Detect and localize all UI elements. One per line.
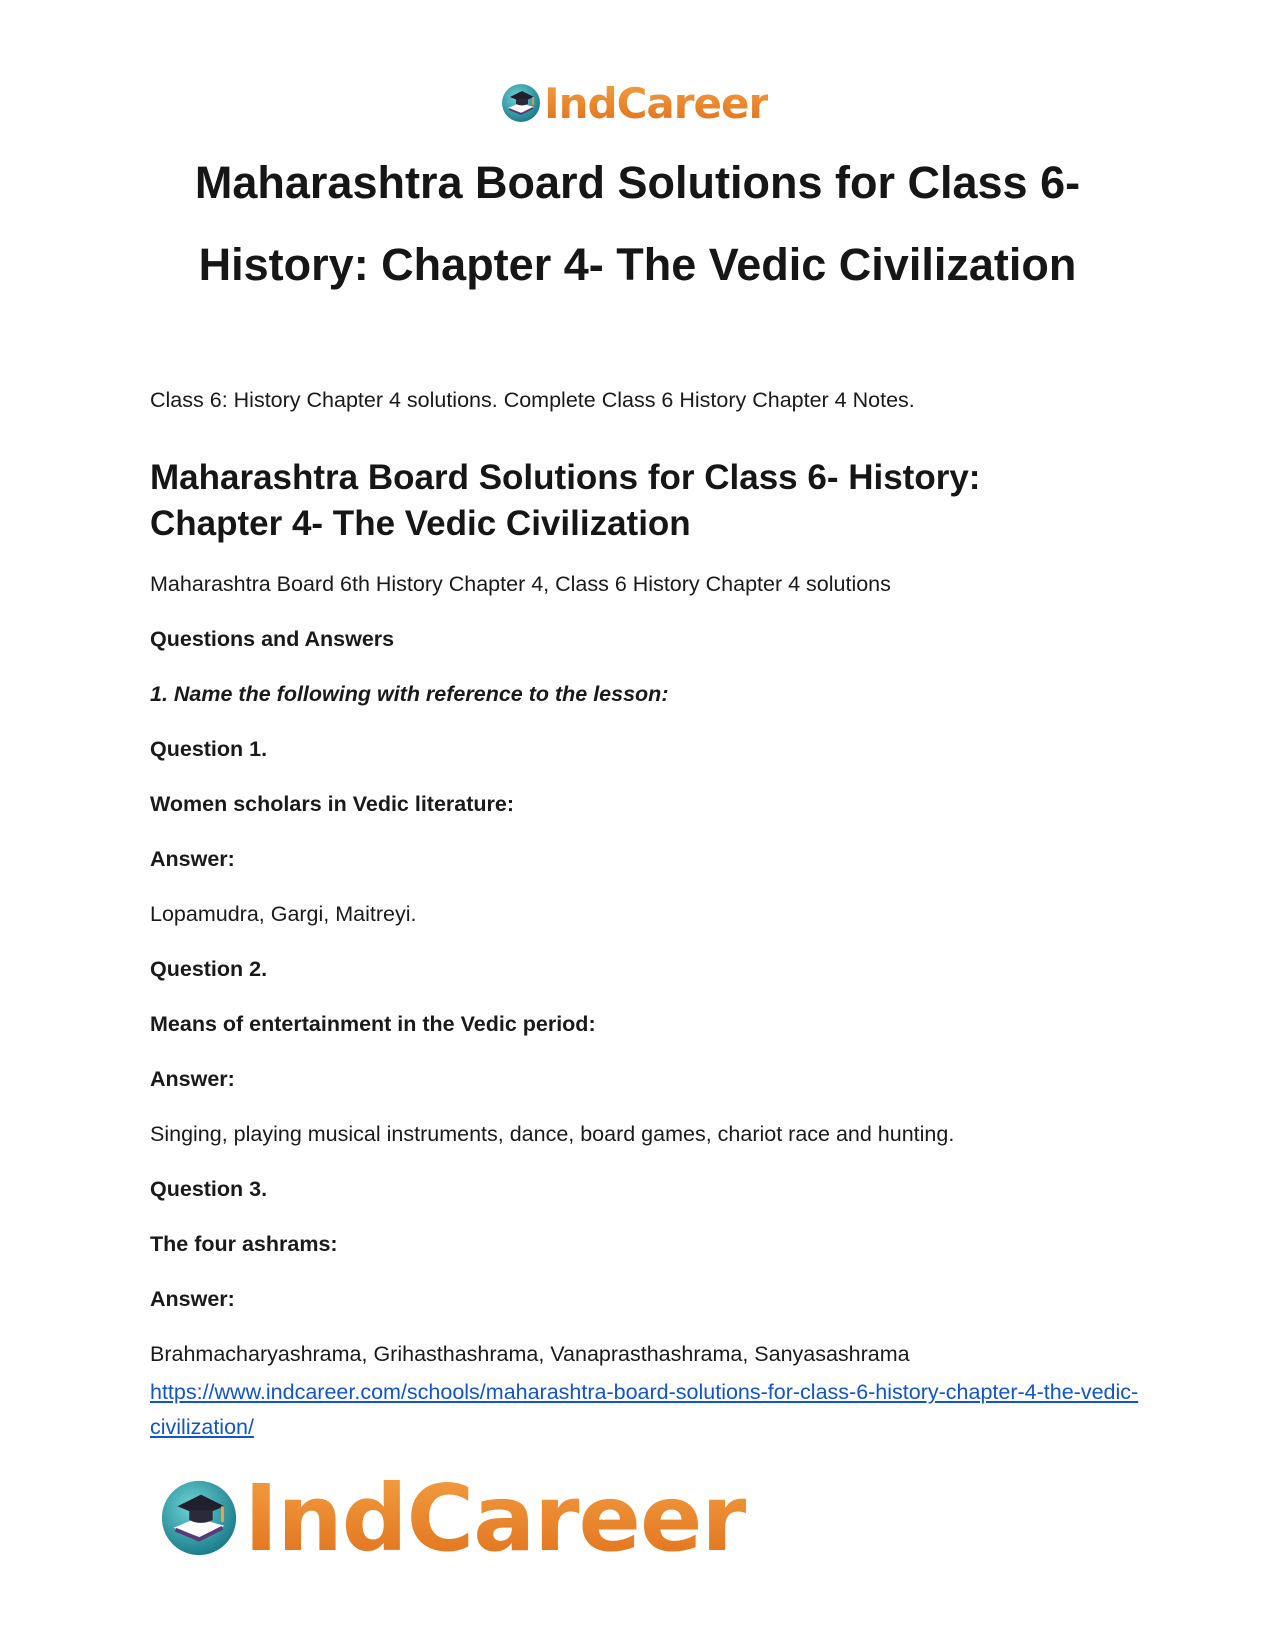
- logo-wordmark: IndCareer: [244, 1464, 746, 1572]
- question-text: The four ashrams:: [150, 1232, 338, 1256]
- title-line-2: History: Chapter 4- The Vedic Civilization: [198, 239, 1077, 290]
- qa-heading: Questions and Answers: [150, 627, 395, 651]
- question-number: Question 1.: [150, 737, 268, 761]
- question-text: Women scholars in Vedic literature:: [150, 792, 515, 816]
- graduation-cap-icon: [158, 1477, 240, 1559]
- intro-text: Class 6: History Chapter 4 solutions. Complete Class 6 History Chapter 4 Notes.: [150, 388, 915, 412]
- header-logo: [500, 78, 768, 128]
- graduation-cap-icon: [500, 82, 542, 124]
- section-heading: [150, 455, 1140, 547]
- subtitle: Maharashtra Board 6th History Chapter 4, Class 6 History Chapter 4 solutions: [150, 572, 891, 596]
- question-number: Question 3.: [150, 1177, 268, 1201]
- title-line-1: Maharashtra Board Solutions for Class 6-: [194, 157, 1081, 208]
- document-body: [150, 385, 1140, 1445]
- answer-text: Lopamudra, Gargi, Maitreyi.: [150, 902, 417, 926]
- section-heading-line-1: Maharashtra Board Solutions for Class 6- History:: [150, 458, 981, 497]
- answer-text: Singing, playing musical instruments, dance, board games, chariot race and hunting.: [150, 1122, 955, 1146]
- answer-text: Brahmacharyashrama, Grihasthashrama, Vanaprasthashrama, Sanyasashrama: [150, 1342, 910, 1366]
- logo-wordmark: IndCareer: [544, 78, 769, 128]
- footer-logo: [158, 1464, 746, 1572]
- source-url-link[interactable]: https://www.indcareer.com/schools/maharashtra-board-solutions-for-class-6-history-chapter-4-the-vedic-civilization/: [150, 1380, 1139, 1439]
- section-heading-line-2: Chapter 4- The Vedic Civilization: [150, 504, 691, 543]
- answer-label: Answer:: [150, 1067, 235, 1091]
- question-text: Means of entertainment in the Vedic period:: [150, 1012, 596, 1036]
- answer-label: Answer:: [150, 847, 235, 871]
- question-number: Question 2.: [150, 957, 268, 981]
- answer-label: Answer:: [150, 1287, 235, 1311]
- page-title: [150, 142, 1125, 306]
- exercise-heading: 1. Name the following with reference to the lesson:: [150, 682, 669, 706]
